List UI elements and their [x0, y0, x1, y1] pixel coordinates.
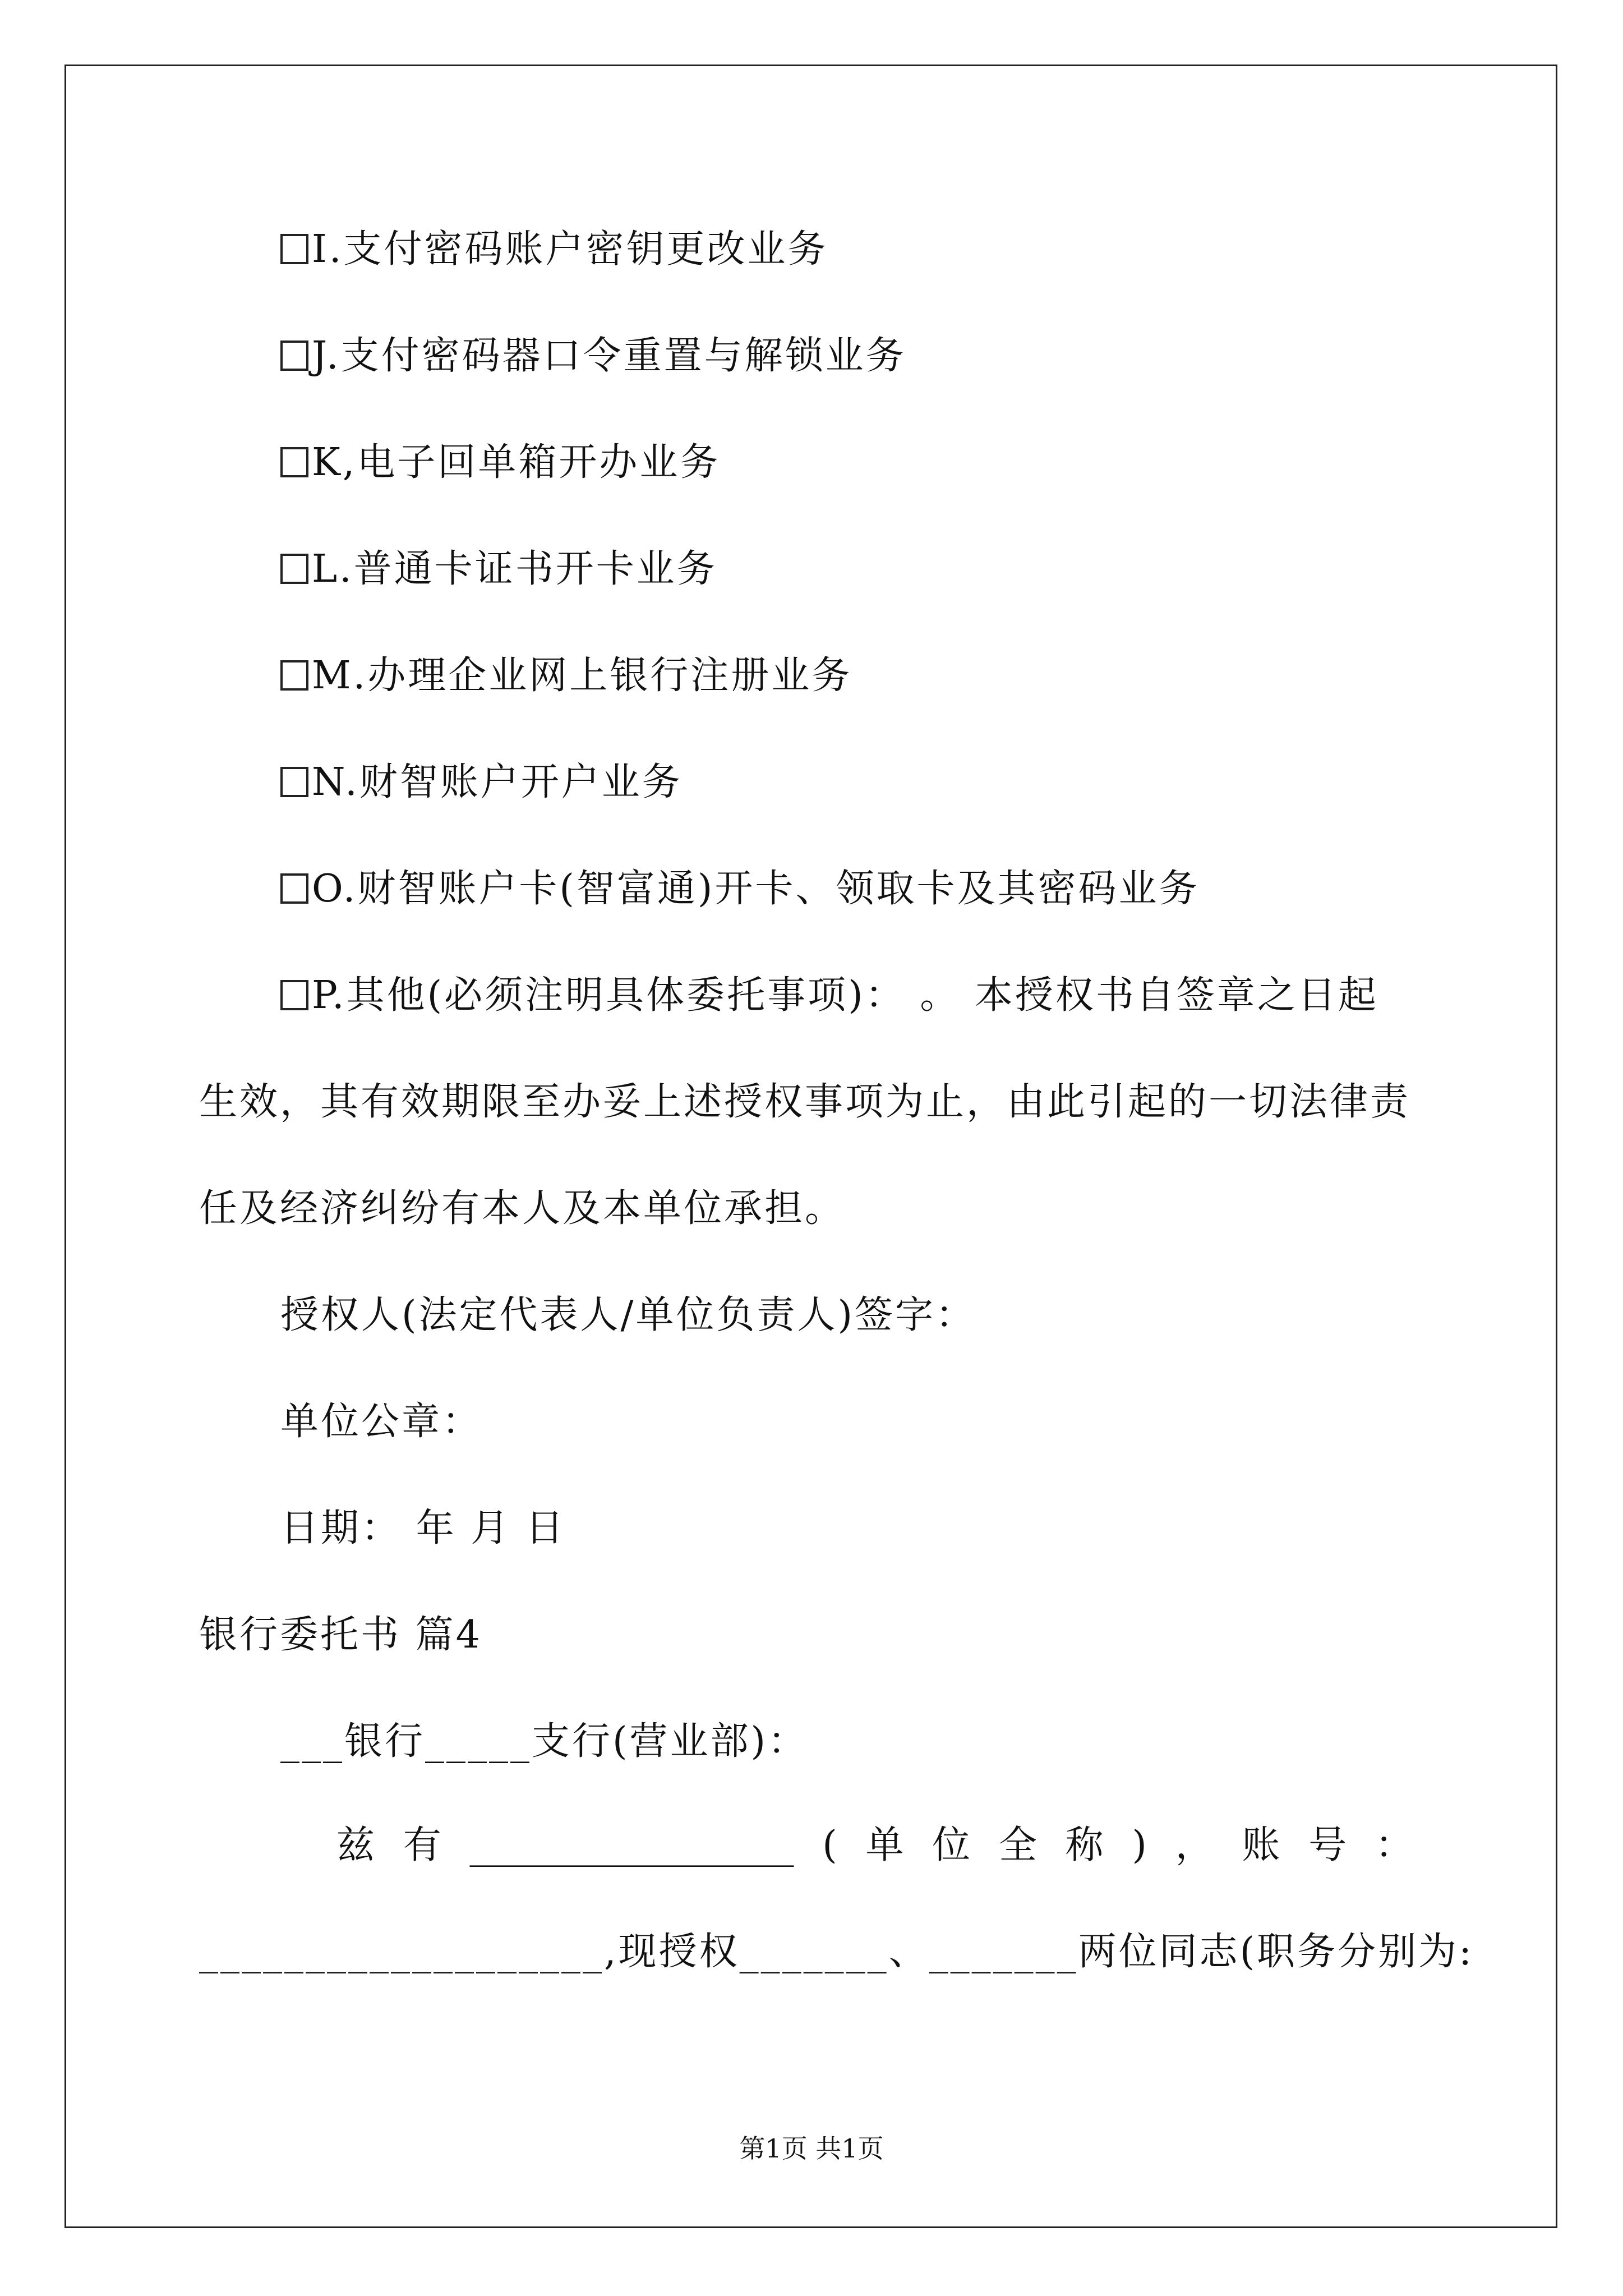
authorization-line: ___________________,现授权_______、_______两位同志(职务分别为:	[199, 1930, 1474, 1974]
spread-char: 号	[1308, 1823, 1347, 1867]
spread-char: ：	[1375, 1823, 1413, 1867]
option-text: K,电子回单箱开办业务	[312, 440, 721, 485]
option-item	[280, 760, 683, 805]
spread-char: 账	[1242, 1823, 1280, 1867]
option-text: N.财智账户开户业务	[312, 760, 683, 804]
option-text: I.支付密码账户密钥更改业务	[312, 227, 828, 272]
option-item	[280, 654, 852, 698]
company-name-blank: _________________	[469, 1823, 794, 1867]
company-account-line	[336, 1823, 1413, 1868]
page-border	[64, 65, 1557, 2228]
option-item	[280, 227, 828, 272]
spread-char: 有	[403, 1823, 441, 1867]
date-line: 日期： 年 月 日	[280, 1506, 566, 1550]
checkbox-icon	[280, 341, 308, 371]
checkbox-icon	[280, 554, 308, 584]
spread-char: 位	[932, 1823, 971, 1867]
spread-char: 兹	[336, 1823, 375, 1867]
checkbox-icon	[280, 234, 308, 264]
checkbox-icon	[280, 447, 308, 477]
checkbox-icon	[280, 767, 308, 797]
spread-char: 称	[1065, 1823, 1104, 1867]
paragraph-line: 生效，其有效期限至办妥上述授权事项为止，由此引起的一切法律责	[199, 1080, 1411, 1124]
spread-char: 全	[998, 1823, 1037, 1867]
spread-char: (	[822, 1823, 837, 1867]
option-text: J.支付密码器口令重置与解锁业务	[312, 334, 906, 378]
seal-line: 单位公章：	[280, 1400, 483, 1444]
spread-char: ，	[1175, 1823, 1214, 1867]
checkbox-icon	[280, 980, 308, 1010]
option-text: M.办理企业网上银行注册业务	[312, 654, 852, 698]
checkbox-icon	[280, 873, 308, 904]
checkbox-icon	[280, 660, 308, 691]
paragraph-line: 任及经济纠纷有本人及本单位承担。	[199, 1186, 846, 1231]
option-text: P.其他(必须注明具体委托事项)： 。 本授权书自签章之日起	[312, 973, 1378, 1018]
signature-line: 授权人(法定代表人/单位负责人)签字：	[280, 1293, 976, 1337]
page-footer: 第1页 共1页	[739, 2133, 884, 2164]
option-item	[280, 547, 717, 592]
spread-char: )	[1132, 1823, 1147, 1867]
option-item	[280, 867, 1199, 912]
option-item	[280, 334, 906, 379]
spread-char: 单	[865, 1823, 904, 1867]
option-item	[280, 973, 1378, 1018]
addressee-line: ___银行_____支行(营业部)：	[280, 1719, 809, 1764]
option-text: L.普通卡证书开卡业务	[312, 547, 717, 591]
option-item	[280, 440, 720, 485]
section-title: 银行委托书 篇4	[199, 1613, 482, 1657]
option-text: O.财智账户卡(智富通)开卡、领取卡及其密码业务	[312, 867, 1200, 911]
